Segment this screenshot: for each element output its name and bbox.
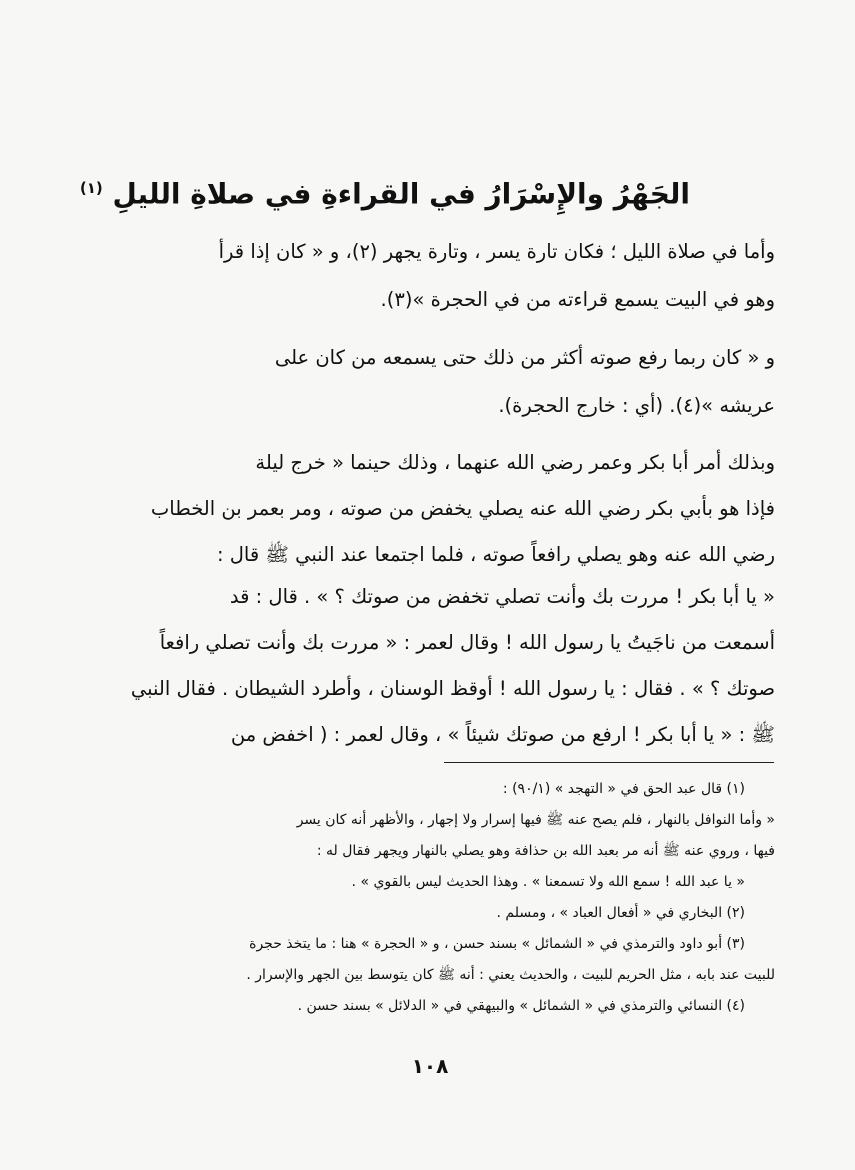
chapter-title-text: الجَهْرُ والإِسْرَارُ في القراءةِ في صلاةِ الليلِ [112,177,690,211]
footnote-line: للبيت عند بابه ، مثل الحريم للبيت ، والحديث يعني : أنه ﷺ كان يتوسط بين الجهر والإسرار . [246,967,775,983]
paragraph-line: « يا أبا بكر ! مررت بك وأنت تصلي تخفض من صوتك ؟ » . قال : قد [229,585,775,608]
chapter-title-footnote-marker: (١) [79,179,103,197]
paragraph-line: وأما في صلاة الليل ؛ فكان تارة يسر ، وتارة يجهر (٢)، و « كان إذا قرأ [218,240,775,263]
footnote-line: (٢) البخاري في « أفعال العباد » ، ومسلم . [496,905,745,921]
footnote-line: (٣) أبو داود والترمذي في « الشمائل » بسند حسن ، و « الحجرة » هنا : ما يتخذ حجرة [249,936,745,952]
footnote-line: فيها ، وروي عنه ﷺ أنه مر بعبد الله بن حذافة وهو يصلي بالنهار ويجهر فقال له : [316,843,775,859]
footnote-line: (٤) النسائي والترمذي في « الشمائل » والبيهقي في « الدلائل » بسند حسن . [297,998,745,1014]
chapter-title [79,168,690,214]
paragraph-line: عريشه »(٤). (أي : خارج الحجرة). [498,394,775,417]
paragraph-line: رضي الله عنه وهو يصلي رافعاً صوته ، فلما اجتمعا عند النبي ﷺ قال : [216,543,775,566]
footnote-line: « وأما النوافل بالنهار ، فلم يصح عنه ﷺ فيها إسرار ولا إجهار ، والأظهر أنه كان يسر [296,812,775,828]
paragraph-line: أسمعت من ناجَيتُ يا رسول الله ! وقال لعمر : « مررت بك وأنت تصلي رافعاً [159,631,775,654]
footnote-line: (١) قال عبد الحق في « التهجد » (٩٠/١) : [502,781,745,797]
paragraph-3 [95,440,775,578]
paragraph-line: وهو في البيت يسمع قراءته من في الحجرة »(٣). [380,288,775,311]
paragraph-2 [95,334,775,430]
paragraph-line: فإذا هو بأبي بكر رضي الله عنه يصلي يخفض من صوته ، ومر بعمر بن الخطاب [150,497,775,520]
footnote-line: « يا عبد الله ! سمع الله ولا تسمعنا » . وهذا الحديث ليس بالقوي » . [351,874,745,890]
page-number: ١٠٨ [411,1054,449,1078]
footnote-separator [444,762,774,763]
paragraph-line: صوتك ؟ » . فقال : يا رسول الله ! أوقظ الوسنان ، وأطرد الشيطان . فقال النبي [130,677,775,700]
footnotes [95,774,775,1022]
paragraph-line: ﷺ : « يا أبا بكر ! ارفع من صوتك شيئاً » ، وقال لعمر : ( اخفض من [230,723,775,746]
paragraph-1 [95,228,775,324]
paragraph-line: وبذلك أمر أبا بكر وعمر رضي الله عنهما ، وذلك حينما « خرج ليلة [255,451,775,474]
paragraph-line: و « كان ربما رفع صوته أكثر من ذلك حتى يسمعه من كان على [274,346,775,369]
paragraph-4 [95,574,775,758]
